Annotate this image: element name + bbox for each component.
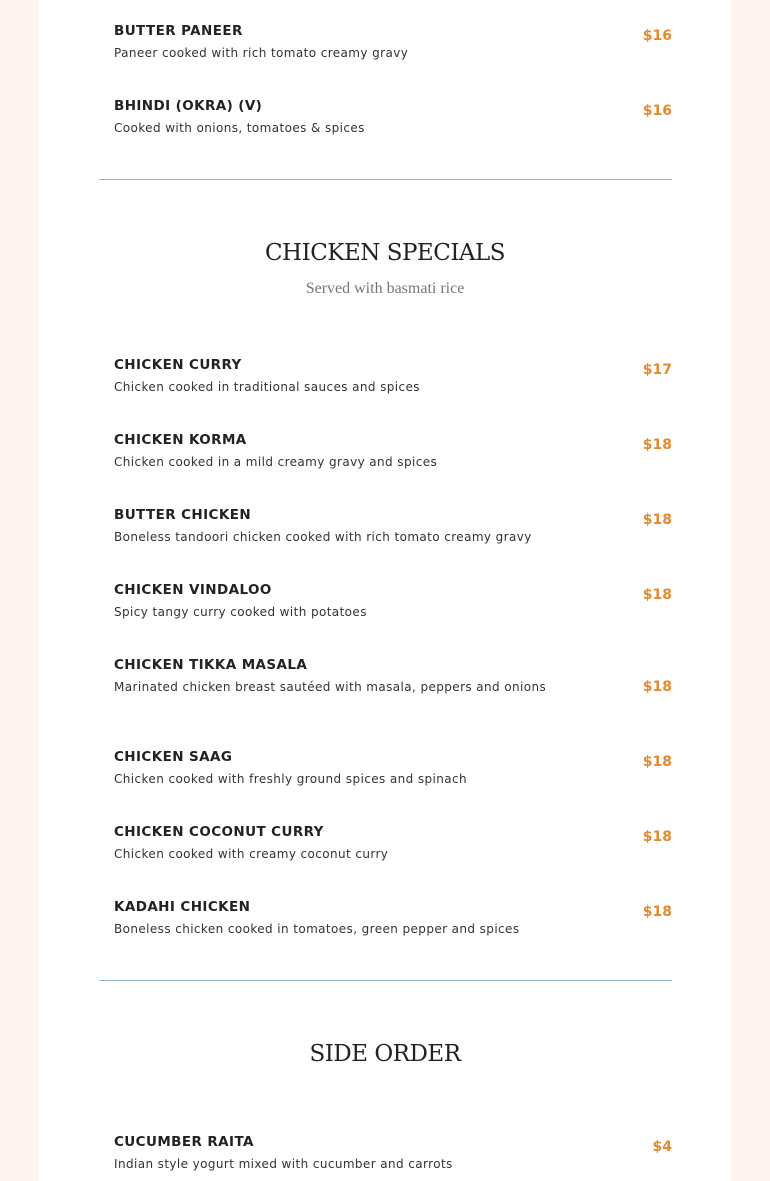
section-title-side-order: SIDE ORDER	[309, 1041, 461, 1067]
item-name: KADAHI CHICKEN	[114, 899, 251, 915]
section-divider	[99, 980, 672, 981]
item-name: BUTTER CHICKEN	[114, 507, 252, 523]
item-price: $18	[642, 679, 672, 695]
item-description: Spicy tangy curry cooked with potatoes	[114, 605, 367, 619]
item-name: CHICKEN TIKKA MASALA	[114, 657, 308, 673]
item-price: $18	[642, 754, 672, 770]
item-price: $16	[642, 28, 672, 44]
item-name: BHINDI (OKRA) (V)	[114, 98, 263, 114]
item-price: $18	[642, 829, 672, 845]
item-description: Paneer cooked with rich tomato creamy gravy	[114, 46, 409, 60]
item-name: CHICKEN SAAG	[114, 749, 233, 765]
item-price: $4	[652, 1139, 672, 1155]
item-description: Boneless tandoori chicken cooked with rich tomato creamy gravy	[114, 530, 532, 544]
item-description: Indian style yogurt mixed with cucumber and carrots	[114, 1157, 453, 1171]
item-name: CHICKEN KORMA	[114, 432, 247, 448]
item-description: Marinated chicken breast sautéed with masala, peppers and onions	[114, 680, 547, 694]
item-name: CHICKEN COCONUT CURRY	[114, 824, 324, 840]
item-price: $18	[642, 512, 672, 528]
menu-page	[39, 0, 731, 1181]
item-description: Chicken cooked with creamy coconut curry	[114, 847, 389, 861]
item-description: Chicken cooked in traditional sauces and spices	[114, 380, 420, 394]
item-name: CHICKEN VINDALOO	[114, 582, 272, 598]
item-price: $16	[642, 103, 672, 119]
section-subtitle: Served with basmati rice	[305, 280, 465, 297]
item-name: CUCUMBER RAITA	[114, 1134, 254, 1150]
item-description: Chicken cooked with freshly ground spices and spinach	[114, 772, 467, 786]
item-name: CHICKEN CURRY	[114, 357, 242, 373]
item-price: $18	[642, 437, 672, 453]
item-description: Boneless chicken cooked in tomatoes, green pepper and spices	[114, 922, 520, 936]
item-name: BUTTER PANEER	[114, 23, 243, 39]
item-price: $18	[642, 904, 672, 920]
section-divider	[99, 179, 672, 180]
item-description: Cooked with onions, tomatoes & spices	[114, 121, 365, 135]
item-description: Chicken cooked in a mild creamy gravy and spices	[114, 455, 438, 469]
section-title-chicken-specials: CHICKEN SPECIALS	[264, 240, 506, 266]
item-price: $17	[642, 362, 672, 378]
item-price: $18	[642, 587, 672, 603]
